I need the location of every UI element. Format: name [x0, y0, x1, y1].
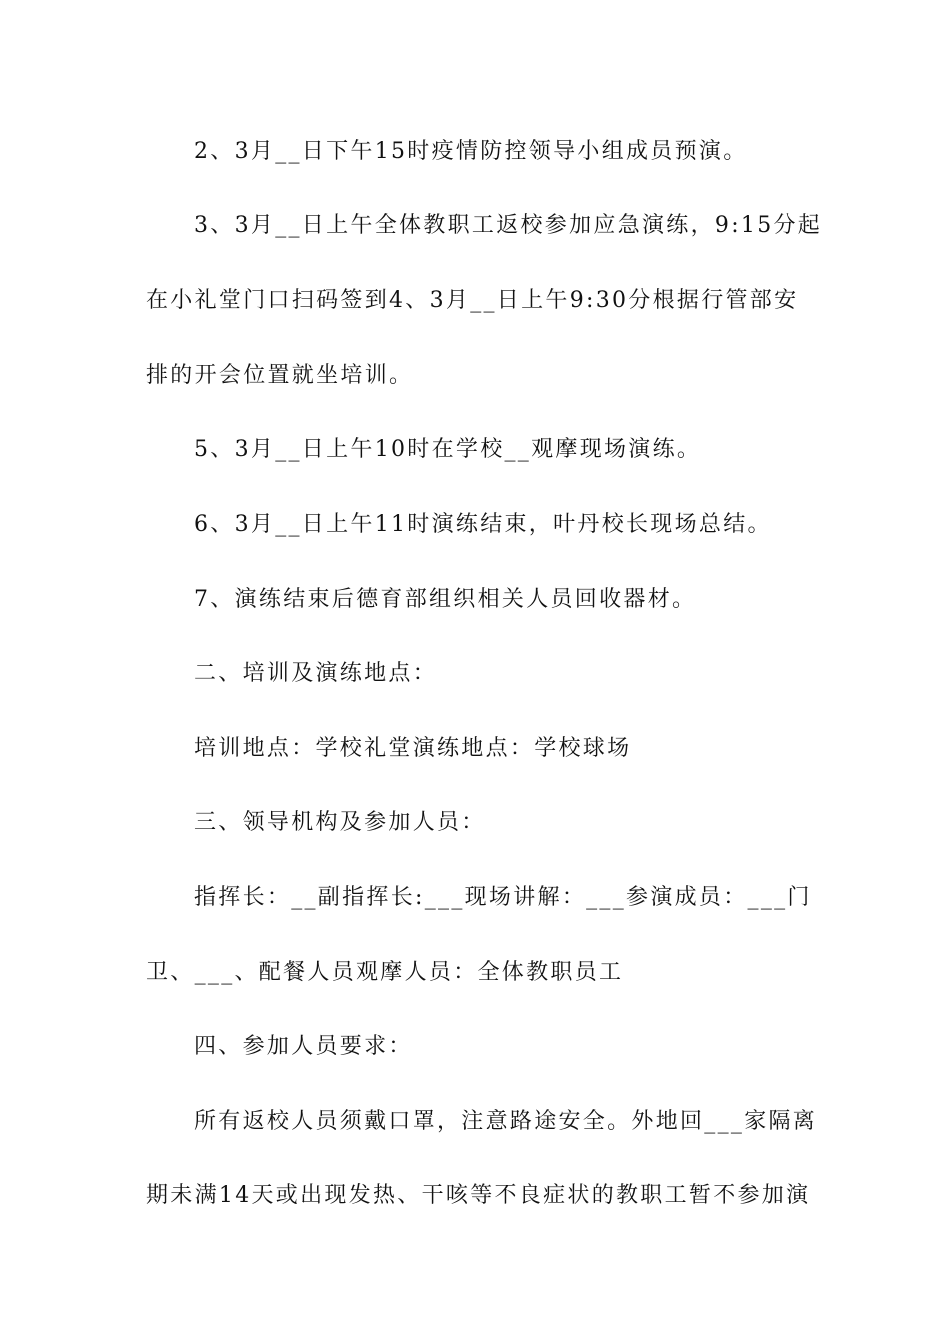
paragraph-line-11: 指挥长：__副指挥长:___现场讲解：___参演成员：___门: [194, 885, 812, 910]
paragraph-line-7: 7、演练结束后德育部组织相关人员回收器材。: [194, 587, 697, 612]
section-heading-location: 二、培训及演练地点：: [194, 661, 438, 686]
paragraph-line-3: 在小礼堂门口扫码签到4、3月__日上午9:30分根据行管部安: [146, 288, 799, 313]
paragraph-line-4: 排的开会位置就坐培训。: [146, 363, 414, 388]
paragraph-line-15: 期未满14天或出现发热、干咳等不良症状的教职工暂不参加演: [146, 1183, 811, 1208]
paragraph-line-14: 所有返校人员须戴口罩，注意路途安全。外地回___家隔离: [194, 1109, 818, 1134]
paragraph-line-6: 6、3月__日上午11时演练结束，叶丹校长现场总结。: [194, 512, 772, 537]
section-heading-requirements: 四、参加人员要求：: [194, 1034, 413, 1059]
paragraph-line-1: 2、3月__日下午15时疫情防控领导小组成员预演。: [194, 139, 748, 164]
paragraph-line-12: 卫、___、配餐人员观摩人员：全体教职员工: [146, 960, 624, 985]
paragraph-line-2: 3、3月__日上午全体教职工返校参加应急演练，9:15分起: [194, 213, 823, 238]
section-heading-leadership: 三、领导机构及参加人员：: [194, 810, 486, 835]
paragraph-line-9: 培训地点：学校礼堂演练地点：学校球场: [194, 736, 632, 761]
paragraph-line-5: 5、3月__日上午10时在学校__观摩现场演练。: [194, 437, 702, 462]
